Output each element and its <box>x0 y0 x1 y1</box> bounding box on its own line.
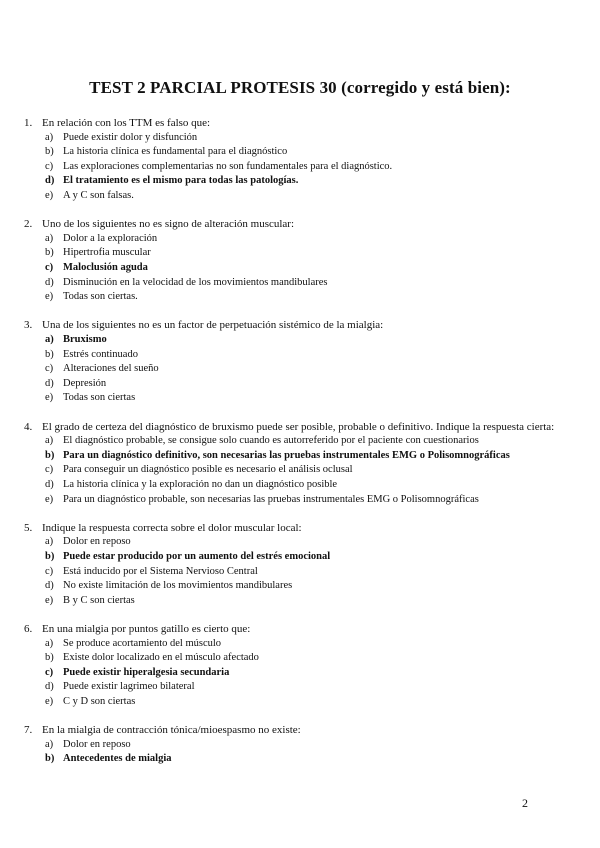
option-letter: b) <box>45 449 55 461</box>
option-text: La historia clínica es fundamental para el diagnóstico <box>63 146 288 158</box>
answer-option <box>24 276 564 291</box>
answer-option <box>24 478 564 493</box>
answer-option <box>24 651 564 666</box>
question-text: Indique la respuesta correcta sobre el dolor muscular local: <box>42 521 302 534</box>
option-text: C y D son ciertas <box>63 695 136 707</box>
answer-option <box>24 246 564 261</box>
answer-option-correct <box>24 550 564 565</box>
question-text: El grado de certeza del diagnóstico de bruxismo puede ser posible, probable o definitivo. Indique la respuesta cierta: <box>42 420 555 433</box>
answer-option <box>24 232 564 247</box>
option-text: Dolor en reposo <box>63 738 131 750</box>
option-letter: c) <box>45 565 54 577</box>
option-letter: b) <box>45 348 54 360</box>
option-letter: e) <box>45 291 54 303</box>
option-letter: c) <box>45 666 54 678</box>
question-stem <box>24 116 564 131</box>
answer-option-correct <box>24 174 564 189</box>
option-list <box>24 131 564 204</box>
answer-option-correct <box>24 666 564 681</box>
answer-option <box>24 637 564 652</box>
question-7 <box>24 723 564 767</box>
option-letter: d) <box>45 175 55 187</box>
option-text: Puede existir lagrimeo bilateral <box>63 681 195 693</box>
option-letter: a) <box>45 131 54 143</box>
question-stem <box>24 217 564 232</box>
question-1 <box>24 116 564 204</box>
answer-option <box>24 131 564 146</box>
answer-option <box>24 290 564 305</box>
question-number: 1. <box>24 117 33 129</box>
option-text: B y C son ciertas <box>63 594 135 606</box>
question-stem <box>24 420 564 435</box>
option-letter: e) <box>45 493 54 505</box>
answer-option <box>24 160 564 175</box>
answer-option <box>24 493 564 508</box>
option-letter: a) <box>45 435 54 447</box>
option-text: Las exploraciones complementarias no son fundamentales para el diagnóstico. <box>63 160 393 172</box>
option-letter: a) <box>45 334 54 346</box>
answer-option <box>24 391 564 406</box>
answer-option <box>24 463 564 478</box>
option-text: Disminución en la velocidad de los movimientos mandibulares <box>63 276 328 288</box>
option-text: Depresión <box>63 377 107 389</box>
option-text: Puede existir hiperalgesia secundaria <box>63 666 230 678</box>
option-letter: b) <box>45 247 54 259</box>
question-stem <box>24 318 564 333</box>
answer-option-correct <box>24 261 564 276</box>
option-letter: d) <box>45 479 54 490</box>
option-letter: a) <box>45 738 54 750</box>
answer-option <box>24 738 564 753</box>
answer-option <box>24 434 564 449</box>
option-letter: a) <box>45 637 54 649</box>
question-4 <box>24 420 564 508</box>
question-text: En la mialgia de contracción tónica/mioespasmo no existe: <box>42 724 301 737</box>
option-text: Estrés continuado <box>63 348 138 360</box>
option-letter: d) <box>45 681 54 693</box>
option-text: Está inducido por el Sistema Nervioso Central <box>63 565 258 577</box>
question-number: 3. <box>24 319 33 332</box>
question-6 <box>24 622 564 710</box>
question-5 <box>24 521 564 609</box>
answer-option <box>24 377 564 392</box>
answer-option-correct <box>24 333 564 348</box>
page-title: TEST 2 PARCIAL PROTESIS 30 (corregido y está bien): <box>89 78 511 97</box>
option-text: Dolor en reposo <box>63 536 131 548</box>
option-text: A y C son falsas. <box>63 190 134 202</box>
answer-option <box>24 579 564 594</box>
question-number: 2. <box>24 218 33 231</box>
option-text: Alteraciones del sueño <box>63 363 159 375</box>
option-text: Se produce acortamiento del músculo <box>63 637 222 649</box>
answer-option <box>24 695 564 710</box>
option-list <box>24 535 564 608</box>
option-text: Para un diagnóstico probable, son necesarias las pruebas instrumentales EMG o Polisomnográficas <box>63 493 479 505</box>
option-text: La historia clínica y la exploración no dan un diagnóstico posible <box>63 479 338 490</box>
answer-option <box>24 535 564 550</box>
option-letter: d) <box>45 377 54 389</box>
question-number: 6. <box>24 622 33 635</box>
option-text: No existe limitación de los movimientos mandibulares <box>63 580 293 592</box>
option-letter: c) <box>45 363 54 375</box>
option-letter: d) <box>45 276 54 288</box>
answer-option <box>24 189 564 204</box>
question-stem <box>24 622 564 637</box>
option-text: Para conseguir un diagnóstico posible es necesario el análisis oclusal <box>63 464 353 476</box>
question-text: En una mialgia por puntos gatillo es cierto que: <box>42 622 251 635</box>
answer-option <box>24 680 564 695</box>
option-list <box>24 637 564 710</box>
option-list <box>24 738 564 767</box>
answer-option <box>24 362 564 377</box>
option-letter: b) <box>45 550 55 562</box>
page-number: 2 <box>522 796 528 810</box>
option-letter: a) <box>45 536 54 548</box>
question-stem <box>24 723 564 738</box>
option-letter: e) <box>45 392 54 404</box>
question-list <box>24 116 564 780</box>
option-text: El tratamiento es el mismo para todas las patologías. <box>63 175 299 187</box>
answer-option-correct <box>24 752 564 767</box>
option-list <box>24 333 564 406</box>
option-letter: a) <box>45 232 54 244</box>
option-list <box>24 232 564 305</box>
option-letter: c) <box>45 464 54 476</box>
question-text: En relación con los TTM es falso que: <box>42 117 211 129</box>
option-letter: d) <box>45 580 54 592</box>
option-text: Todas son ciertas <box>63 392 136 404</box>
option-text: Hipertrofia muscular <box>63 247 151 259</box>
question-stem <box>24 521 564 536</box>
option-letter: c) <box>45 160 54 172</box>
option-letter: e) <box>45 190 54 202</box>
answer-option <box>24 348 564 363</box>
option-text: Bruxismo <box>63 334 107 346</box>
option-text: Para un diagnóstico definitivo, son necesarias las pruebas instrumentales EMG o Polisomnográficas <box>63 449 510 461</box>
answer-option <box>24 145 564 160</box>
option-letter: e) <box>45 695 54 707</box>
option-letter: b) <box>45 753 55 765</box>
option-text: Maloclusión aguda <box>63 262 148 274</box>
option-letter: e) <box>45 594 54 606</box>
question-2 <box>24 217 564 305</box>
option-letter: b) <box>45 652 54 664</box>
option-text: Antecedentes de mialgia <box>63 753 172 765</box>
option-text: Dolor a la exploración <box>63 232 158 244</box>
question-text: Uno de los siguientes no es signo de alteración muscular: <box>42 218 295 231</box>
option-letter: c) <box>45 262 54 274</box>
question-number: 4. <box>24 420 33 433</box>
answer-option <box>24 565 564 580</box>
answer-option <box>24 594 564 609</box>
option-text: Puede existir dolor y disfunción <box>63 131 198 143</box>
option-text: Todas son ciertas. <box>63 291 138 303</box>
answer-option-correct <box>24 449 564 464</box>
question-number: 7. <box>24 724 33 737</box>
question-number: 5. <box>24 521 33 534</box>
option-text: Existe dolor localizado en el músculo afectado <box>63 652 259 664</box>
question-text: Una de los siguientes no es un factor de perpetuación sistémico de la mialgia: <box>42 319 384 332</box>
option-list <box>24 434 564 507</box>
option-text: Puede estar producido por un aumento del estrés emocional <box>63 550 331 562</box>
question-3 <box>24 318 564 406</box>
option-text: El diagnóstico probable, se consigue solo cuando es autorreferido por el paciente con cuestionarios <box>63 435 479 447</box>
option-letter: b) <box>45 146 54 158</box>
